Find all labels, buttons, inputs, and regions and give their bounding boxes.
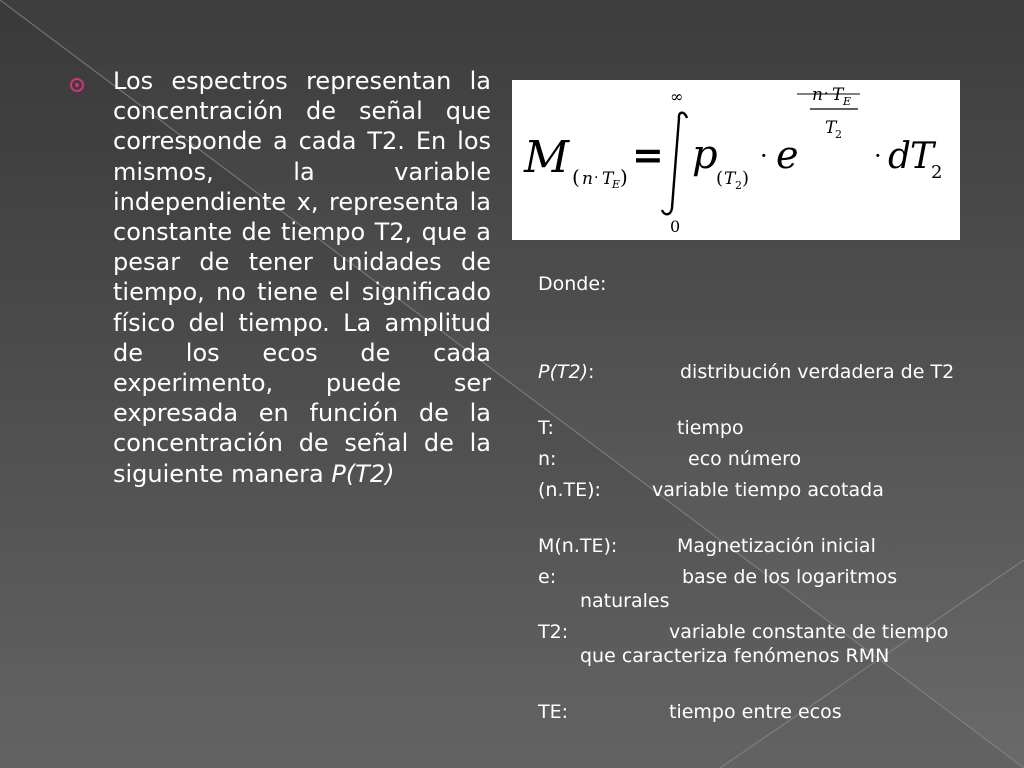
formula-M-sub-n: n	[582, 169, 593, 189]
definition-term: e:	[538, 566, 557, 588]
definition-item	[538, 360, 968, 384]
definition-item	[538, 565, 968, 613]
definition-item	[538, 447, 968, 471]
definition-term: n:	[538, 448, 557, 470]
definition-term: M(n.TE):	[538, 535, 618, 557]
definition-desc: eco número	[688, 448, 802, 470]
definition-desc: base de los logaritmos naturales	[580, 566, 898, 612]
definition-desc: Magnetización inicial	[677, 535, 876, 557]
formula-upper-limit: ∞	[670, 87, 684, 106]
definition-term: (n.TE):	[538, 479, 601, 501]
definition-item	[538, 416, 968, 440]
formula-exp-dot: ·	[824, 86, 829, 102]
formula-p: p	[692, 132, 718, 178]
formula-equals: =	[632, 132, 664, 177]
formula-exp-E: E	[843, 95, 852, 108]
formula-M-sub-dot: ·	[594, 170, 599, 186]
formula-M-sub-E: E	[612, 178, 621, 191]
formula-p-sub-T: T	[724, 169, 736, 189]
formula-dT: T	[910, 136, 935, 177]
definition-desc: tiempo entre ecos	[669, 701, 842, 723]
formula-p-close-paren: )	[742, 168, 750, 189]
formula-exp-T: T	[832, 85, 844, 105]
formula-lower-limit: 0	[670, 217, 681, 236]
formula-M-open-paren: (	[572, 165, 580, 189]
definition-term: T:	[538, 417, 554, 439]
definition-desc: variable constante de tiempo que caracteriza fenómenos RMN	[580, 621, 949, 667]
definition-term-tail: :	[587, 361, 595, 383]
definition-term-italic: P(T2)	[538, 361, 588, 383]
definition-item	[538, 620, 968, 668]
formula-dot-1: ·	[760, 142, 768, 170]
formula-dot-2: ·	[874, 142, 882, 170]
definition-item	[538, 534, 968, 558]
formula-M-close-paren: )	[620, 165, 628, 189]
formula-exp-den-2: 2	[835, 128, 842, 141]
formula-M-sub-T: T	[602, 169, 614, 189]
formula-image	[512, 80, 960, 240]
definition-term: T2:	[538, 621, 569, 643]
integral-sign	[662, 113, 687, 215]
bullet-icon	[70, 78, 84, 92]
formula-d: d	[888, 136, 912, 177]
definition-desc: variable tiempo acotada	[652, 479, 884, 501]
definition-item	[538, 478, 968, 502]
definition-term: TE:	[538, 701, 569, 723]
formula-p-open-paren: (	[716, 168, 724, 189]
formula-svg	[512, 80, 960, 240]
bullet-paragraph	[113, 66, 491, 489]
definition-item	[538, 700, 968, 724]
formula-dT-sub: 2	[931, 162, 943, 183]
bullet-main-text: Los espectros representan la concentración de señal que corresponde a cada T2. En los mismos, la variable independiente x, representa la constante de tiempo T2, que a pesar de tener unidades de tiempo, no tiene el significado físico del tiempo. La amplitud de los ecos de cada experimento, puede ser expresada en función de la concentración de señal de la siguiente manera	[113, 67, 491, 488]
formula-exp-den-T: T	[825, 118, 837, 138]
definitions-title: Donde:	[538, 273, 607, 295]
formula-p-sub-2: 2	[735, 179, 742, 192]
definition-term	[538, 360, 594, 384]
formula-M: M	[524, 132, 570, 183]
definition-desc: tiempo	[677, 417, 744, 439]
definition-desc: distribución verdadera de T2	[680, 361, 955, 383]
bullet-italic-tail: P(T2)	[331, 459, 395, 488]
formula-e: e	[776, 133, 799, 177]
formula-exp-n: n	[812, 85, 823, 105]
